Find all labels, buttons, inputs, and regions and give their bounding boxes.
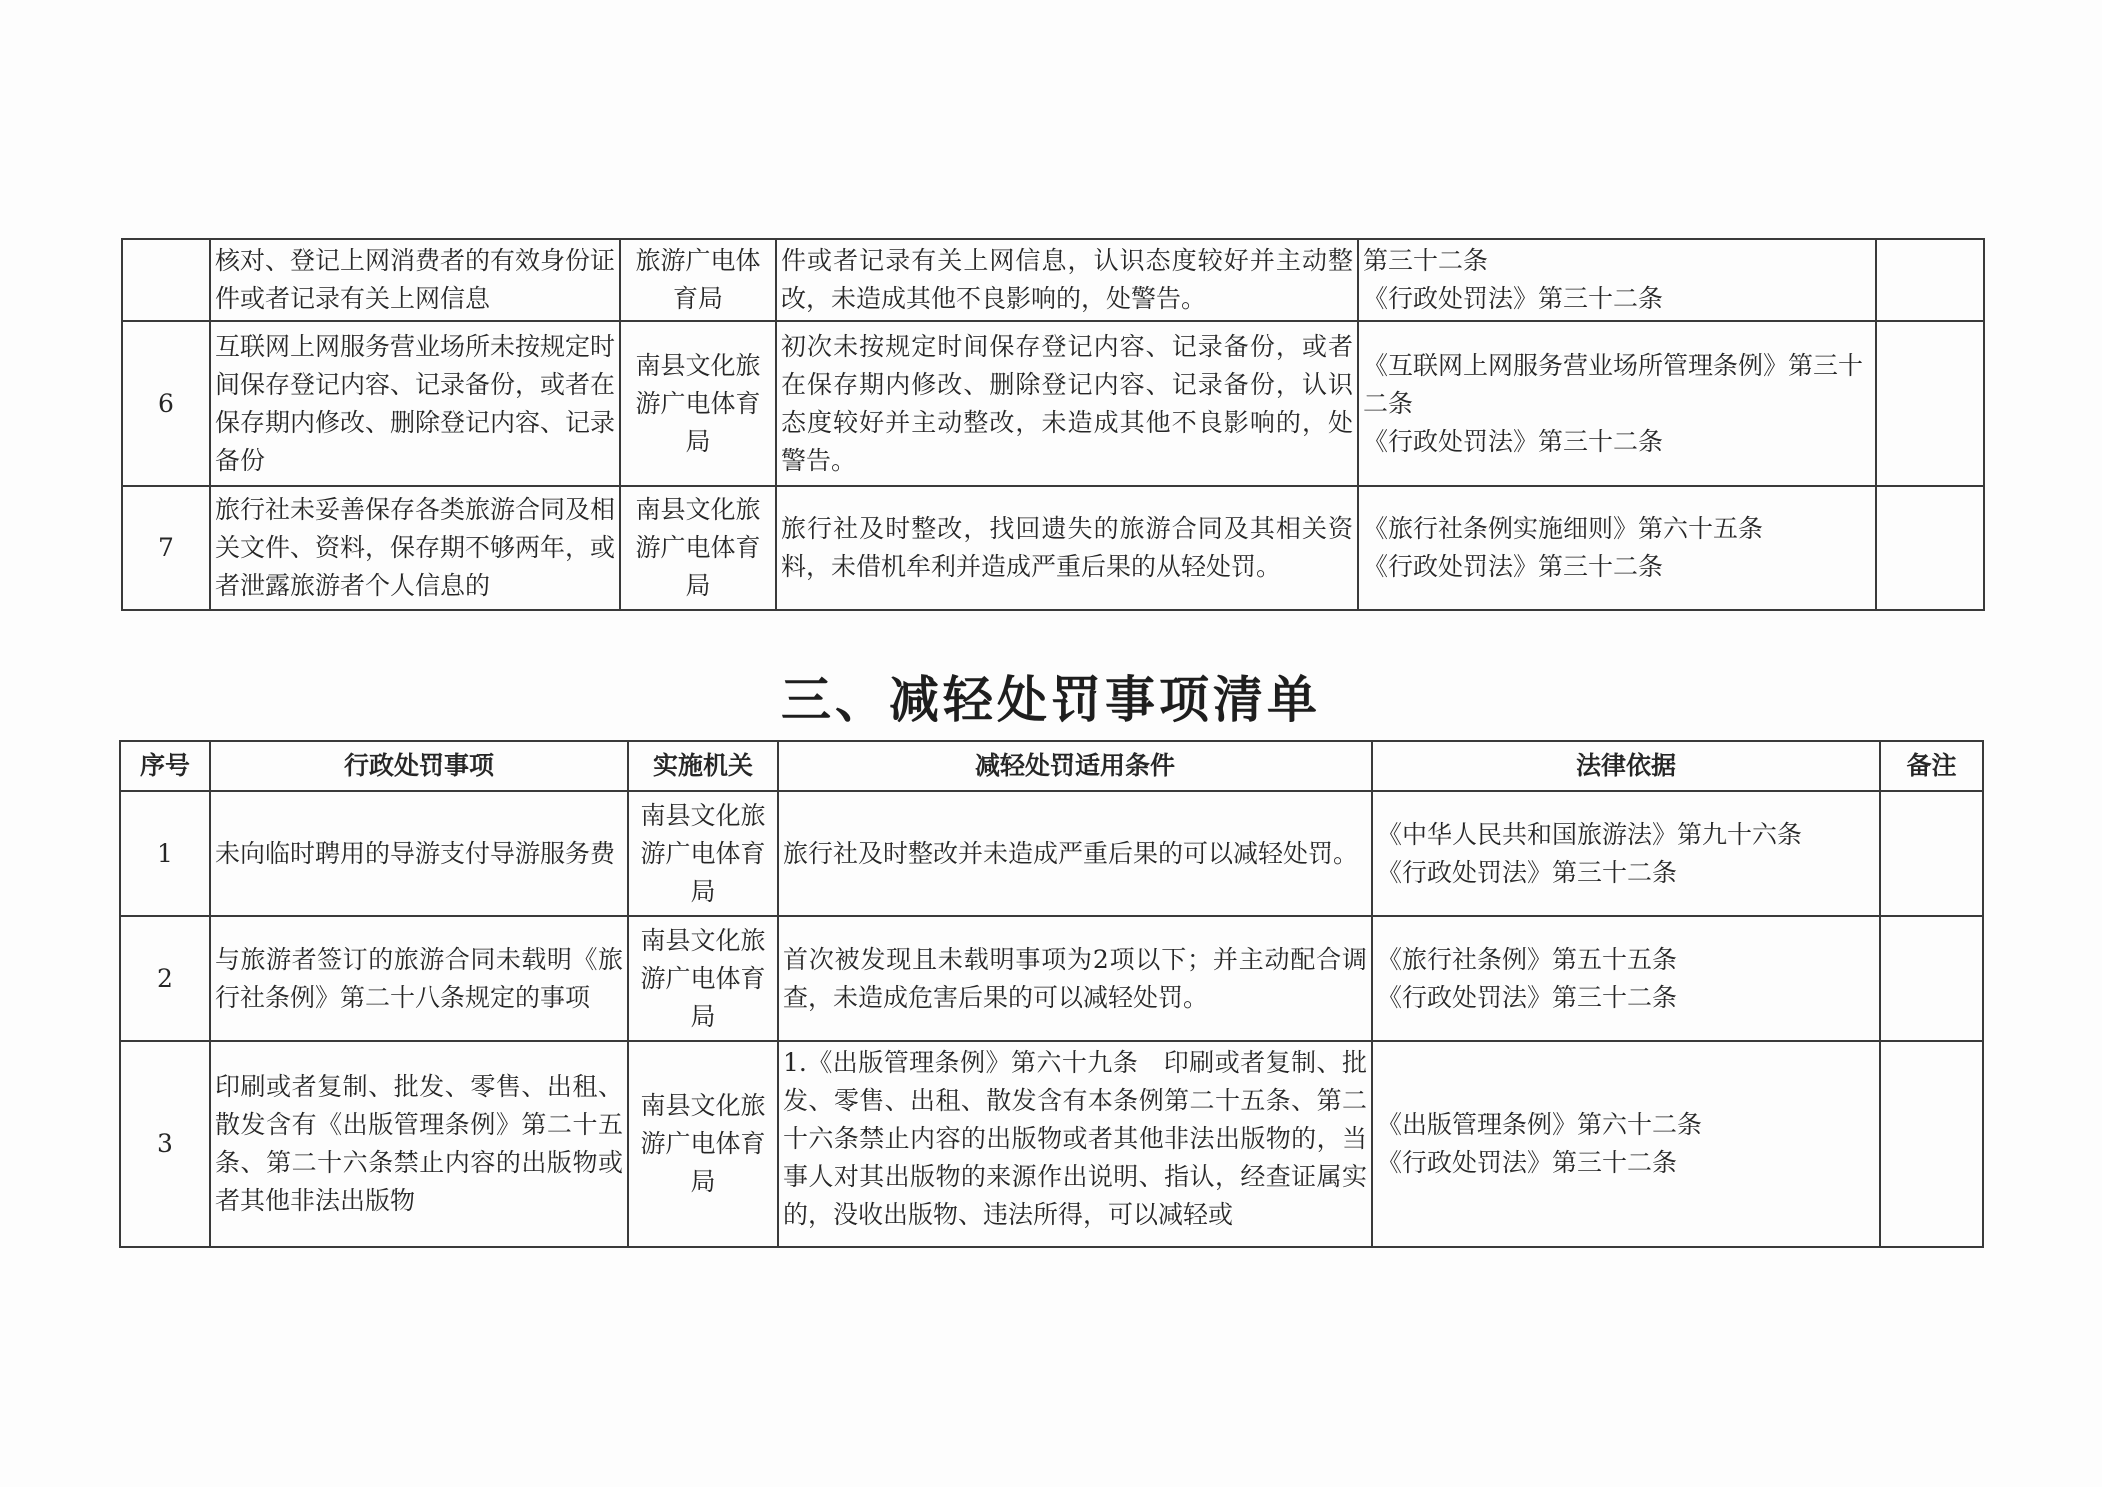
row-org: 南县文化旅游广电体育局 [628, 791, 778, 916]
row-item: 印刷或者复制、批发、零售、出租、散发含有《出版管理条例》第二十五条、第二十六条禁止内容的出版物或者其他非法出版物 [210, 1041, 628, 1247]
header-note: 备注 [1880, 741, 1983, 791]
header-seq: 序号 [120, 741, 210, 791]
row-note [1876, 239, 1984, 321]
row-item: 互联网上网服务营业场所未按规定时间保存登记内容、记录备份，或者在保存期内修改、删除登记内容、记录备份 [210, 321, 620, 486]
basis-line: 《行政处罚法》第三十二条 [1363, 426, 1664, 456]
basis-line: 《行政处罚法》第三十二条 [1377, 982, 1678, 1012]
header-basis: 法律依据 [1372, 741, 1880, 791]
basis-line: 《旅行社条例实施细则》第六十五条 [1363, 514, 1764, 543]
row-note [1880, 791, 1983, 916]
basis-line: 《旅行社条例》第五十五条 [1377, 944, 1678, 974]
table-row [122, 239, 1984, 321]
table-row [120, 916, 1983, 1041]
row-basis [1358, 321, 1876, 486]
row-item: 与旅游者签订的旅游合同未载明《旅行社条例》第二十八条规定的事项 [210, 916, 628, 1041]
row-org: 旅游广电体育局 [620, 239, 776, 321]
row-org: 南县文化旅游广电体育局 [620, 486, 776, 610]
reduced-penalty-table [119, 740, 1984, 1248]
row-condition: 首次被发现且未载明事项为2项以下；并主动配合调查，未造成危害后果的可以减轻处罚。 [778, 916, 1372, 1041]
basis-line: 《行政处罚法》第三十二条 [1377, 1148, 1678, 1177]
row-condition: 旅行社及时整改，找回遗失的旅游合同及其相关资料，未借机牟利并造成严重后果的从轻处罚。 [776, 486, 1358, 610]
section-title: 三、减轻处罚事项清单 [781, 671, 1321, 729]
table-row [120, 1041, 1983, 1247]
row-item: 旅行社未妥善保存各类旅游合同及相关文件、资料，保存期不够两年，或者泄露旅游者个人信息的 [210, 486, 620, 610]
row-seq: 7 [122, 486, 210, 610]
table-header-row [120, 741, 1983, 791]
table-row [122, 321, 1984, 486]
row-item: 核对、登记上网消费者的有效身份证件或者记录有关上网信息 [210, 239, 620, 321]
continued-penalty-table [121, 238, 1985, 611]
basis-line: 《行政处罚法》第三十二条 [1363, 552, 1664, 581]
row-org: 南县文化旅游广电体育局 [620, 321, 776, 486]
row-condition: 件或者记录有关上网信息，认识态度较好并主动整改，未造成其他不良影响的，处警告。 [776, 239, 1358, 321]
row-condition: 旅行社及时整改并未造成严重后果的可以减轻处罚。 [778, 791, 1372, 916]
row-basis [1358, 486, 1876, 610]
row-seq: 1 [120, 791, 210, 916]
row-basis [1372, 916, 1880, 1041]
row-condition: 初次未按规定时间保存登记内容、记录备份，或者在保存期内修改、删除登记内容、记录备份，认识态度较好并主动整改，未造成其他不良影响的，处警告。 [776, 321, 1358, 486]
basis-line: 《出版管理条例》第六十二条 [1377, 1110, 1703, 1139]
row-seq: 2 [120, 916, 210, 1041]
row-note [1876, 321, 1984, 486]
row-basis [1372, 791, 1880, 916]
table-row [120, 791, 1983, 916]
basis-line: 《互联网上网服务营业场所管理条例》第三十二条 [1363, 350, 1864, 418]
basis-line: 《行政处罚法》第三十二条 [1377, 857, 1678, 887]
row-seq: 6 [122, 321, 210, 486]
row-note [1880, 1041, 1983, 1247]
basis-line: 第三十二条 [1363, 246, 1489, 275]
basis-line: 《中华人民共和国旅游法》第九十六条 [1377, 819, 1803, 849]
row-basis [1358, 239, 1876, 321]
row-note [1876, 486, 1984, 610]
row-note [1880, 916, 1983, 1041]
header-item: 行政处罚事项 [210, 741, 628, 791]
header-condition: 减轻处罚适用条件 [778, 741, 1372, 791]
row-org: 南县文化旅游广电体育局 [628, 916, 778, 1041]
header-org: 实施机关 [628, 741, 778, 791]
row-item: 未向临时聘用的导游支付导游服务费 [210, 791, 628, 916]
row-org: 南县文化旅游广电体育局 [628, 1041, 778, 1247]
row-seq: 3 [120, 1041, 210, 1247]
row-basis [1372, 1041, 1880, 1247]
row-seq [122, 239, 210, 321]
basis-line: 《行政处罚法》第三十二条 [1363, 284, 1664, 313]
table-row [122, 486, 1984, 610]
row-condition: 1.《出版管理条例》第六十九条 印刷或者复制、批发、零售、出租、散发含有本条例第二十五条、第二十六条禁止内容的出版物或者其他非法出版物的，当事人对其出版物的来源作出说明、指认，经查证属实的，没收出版物、违法所得，可以减轻或 [778, 1041, 1372, 1247]
